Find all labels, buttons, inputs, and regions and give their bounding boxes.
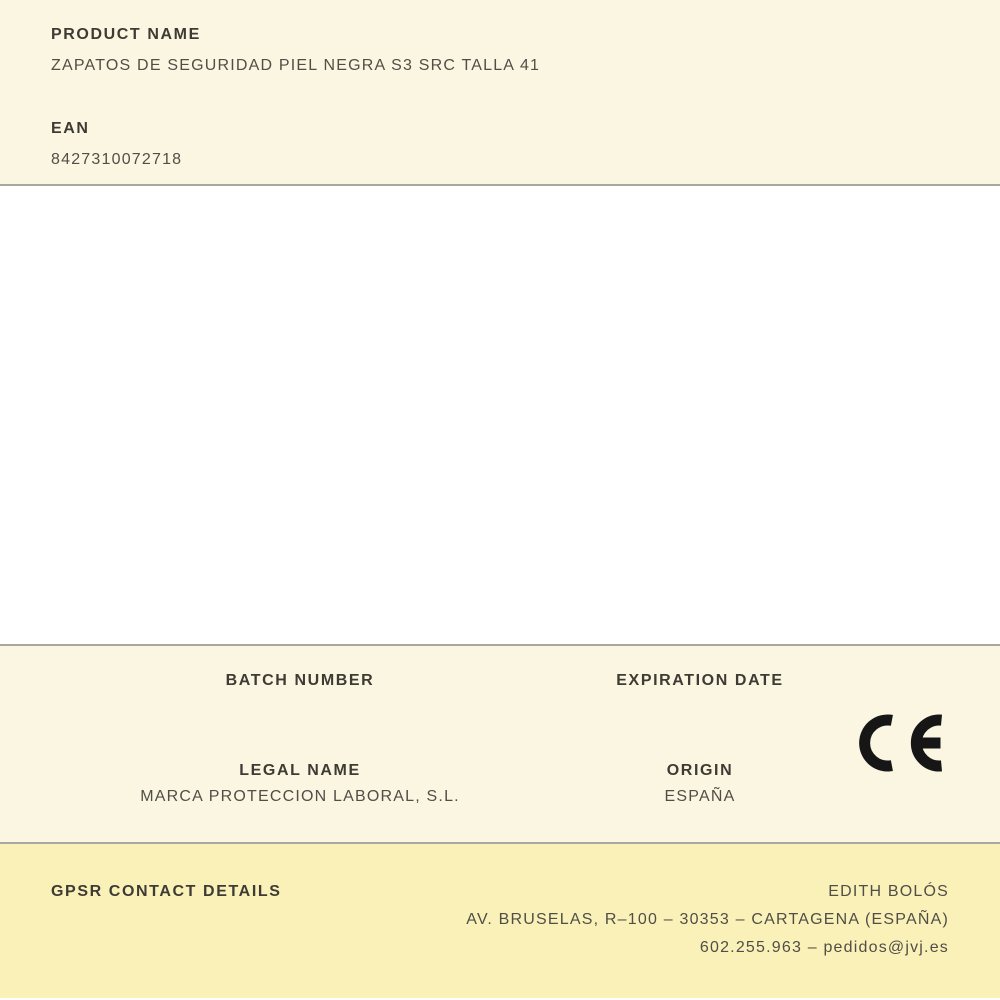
- origin-value: ESPAÑA: [664, 788, 736, 805]
- gpsr-contact-block: [466, 878, 949, 962]
- expiration-date-field: [500, 670, 900, 760]
- origin-field: [500, 760, 900, 808]
- gpsr-contact-phone-email: 602.255.963 – pedidos@jvj.es: [699, 939, 949, 956]
- product-name-label: PRODUCT NAME: [51, 26, 201, 43]
- ce-mark-icon: [858, 712, 942, 774]
- legal-name-label: LEGAL NAME: [239, 762, 361, 779]
- legal-origin-row: [100, 760, 900, 808]
- ean-field: [51, 118, 950, 171]
- product-name-value: ZAPATOS DE SEGURIDAD PIEL NEGRA S3 SRC TALLA 41: [51, 57, 541, 74]
- gpsr-contact-section: [0, 842, 1000, 998]
- expiration-date-label: EXPIRATION DATE: [616, 672, 784, 689]
- batch-legal-section: [0, 644, 1000, 842]
- product-info-section: [0, 0, 1000, 186]
- gpsr-heading: GPSR CONTACT DETAILS: [51, 883, 282, 900]
- legal-name-value: MARCA PROTECCION LABORAL, S.L.: [140, 788, 460, 805]
- batch-expiration-row: [100, 670, 900, 760]
- ean-label: EAN: [51, 120, 90, 137]
- gpsr-contact-address: AV. BRUSELAS, R–100 – 30353 – CARTAGENA (ESPAÑA): [466, 911, 949, 928]
- legal-name-field: [100, 760, 500, 808]
- ean-value: 8427310072718: [51, 151, 183, 168]
- blank-area: [0, 186, 1000, 644]
- batch-number-field: [100, 670, 500, 760]
- product-name-field: [51, 24, 950, 77]
- batch-number-label: BATCH NUMBER: [225, 672, 375, 689]
- origin-label: ORIGIN: [666, 762, 734, 779]
- gpsr-contact-name: EDITH BOLÓS: [828, 883, 949, 900]
